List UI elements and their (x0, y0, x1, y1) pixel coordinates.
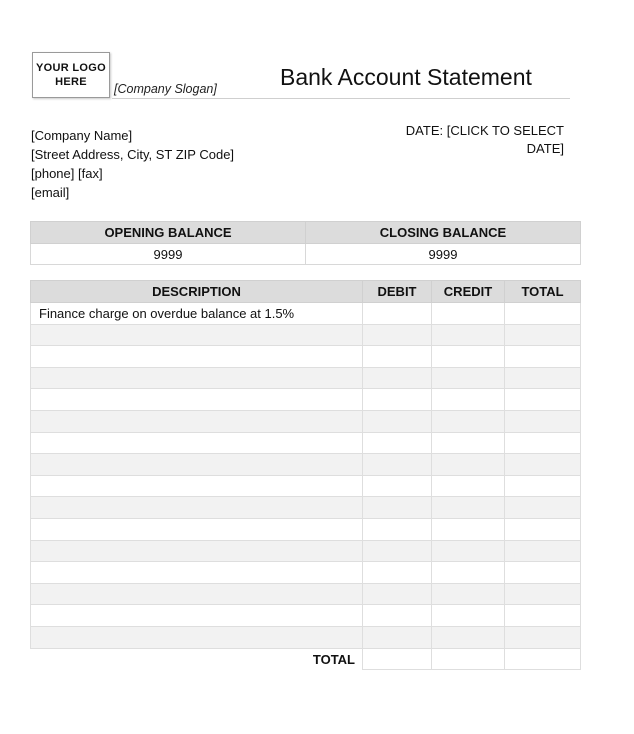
total-cell[interactable] (505, 605, 581, 627)
credit-header: CREDIT (432, 281, 505, 303)
credit-cell[interactable] (432, 454, 505, 476)
debit-cell[interactable] (363, 583, 432, 605)
total-cell[interactable] (505, 410, 581, 432)
credit-cell[interactable] (432, 626, 505, 648)
balance-table (30, 221, 581, 265)
total-cell[interactable] (505, 367, 581, 389)
total-label: TOTAL (31, 648, 363, 670)
page-title: Bank Account Statement (280, 64, 532, 90)
credit-cell[interactable] (432, 346, 505, 368)
credit-cell[interactable] (432, 389, 505, 411)
credit-cell[interactable] (432, 475, 505, 497)
credit-cell[interactable] (432, 324, 505, 346)
company-info (31, 126, 234, 202)
debit-header: DEBIT (363, 281, 432, 303)
total-cell[interactable] (505, 626, 581, 648)
credit-cell[interactable] (432, 432, 505, 454)
table-row (31, 432, 581, 454)
credit-cell[interactable] (432, 410, 505, 432)
opening-balance-value[interactable]: 9999 (31, 244, 306, 265)
closing-balance-header: CLOSING BALANCE (306, 222, 581, 244)
table-row (31, 605, 581, 627)
company-email[interactable]: [email] (31, 185, 70, 200)
table-row (31, 389, 581, 411)
table-row (31, 324, 581, 346)
opening-balance-header: OPENING BALANCE (31, 222, 306, 244)
total-cell[interactable] (505, 562, 581, 584)
credit-cell[interactable] (432, 605, 505, 627)
total-cell[interactable] (505, 475, 581, 497)
total-cell[interactable] (505, 518, 581, 540)
credit-cell[interactable] (432, 540, 505, 562)
table-row (31, 562, 581, 584)
description-cell[interactable] (31, 367, 363, 389)
debit-cell[interactable] (363, 432, 432, 454)
credit-cell[interactable] (432, 583, 505, 605)
totals-row (31, 648, 581, 670)
debit-cell[interactable] (363, 540, 432, 562)
table-row (31, 454, 581, 476)
table-row (31, 497, 581, 519)
total-cell[interactable] (505, 540, 581, 562)
debit-cell[interactable] (363, 454, 432, 476)
credit-cell[interactable] (432, 562, 505, 584)
debit-cell[interactable] (363, 497, 432, 519)
debit-cell[interactable] (363, 475, 432, 497)
description-cell[interactable] (31, 410, 363, 432)
date-line-1: DATE: [CLICK TO SELECT (405, 123, 564, 138)
description-cell[interactable] (31, 626, 363, 648)
total-credit-cell[interactable] (432, 648, 505, 670)
debit-cell[interactable] (363, 562, 432, 584)
table-row (31, 540, 581, 562)
debit-cell[interactable] (363, 303, 432, 325)
description-cell[interactable] (31, 454, 363, 476)
description-cell[interactable] (31, 540, 363, 562)
company-slogan[interactable]: [Company Slogan] (114, 82, 217, 96)
debit-cell[interactable] (363, 389, 432, 411)
credit-cell[interactable] (432, 518, 505, 540)
description-cell[interactable] (31, 389, 363, 411)
credit-cell[interactable] (432, 367, 505, 389)
table-row (31, 367, 581, 389)
debit-cell[interactable] (363, 346, 432, 368)
table-row (31, 410, 581, 432)
debit-cell[interactable] (363, 324, 432, 346)
date-field[interactable] (380, 122, 564, 157)
description-cell[interactable] (31, 346, 363, 368)
total-debit-cell[interactable] (363, 648, 432, 670)
total-cell[interactable] (505, 389, 581, 411)
total-cell[interactable] (505, 583, 581, 605)
debit-cell[interactable] (363, 410, 432, 432)
description-cell[interactable] (31, 432, 363, 454)
description-cell[interactable] (31, 562, 363, 584)
total-cell[interactable] (505, 454, 581, 476)
table-row (31, 518, 581, 540)
table-row (31, 583, 581, 605)
transactions-header-row (31, 281, 581, 303)
company-address[interactable]: [Street Address, City, ST ZIP Code] (31, 147, 235, 162)
logo-line-2: HERE (55, 76, 87, 88)
debit-cell[interactable] (363, 605, 432, 627)
date-line-2: DATE] (526, 140, 564, 156)
closing-balance-value[interactable]: 9999 (306, 244, 581, 265)
total-cell[interactable] (505, 303, 581, 325)
description-cell[interactable] (31, 475, 363, 497)
total-total-cell[interactable] (505, 648, 581, 670)
table-row (31, 475, 581, 497)
credit-cell[interactable] (432, 497, 505, 519)
description-cell[interactable] (31, 324, 363, 346)
description-header: DESCRIPTION (31, 281, 363, 303)
company-phone-fax[interactable]: [phone] [fax] (31, 166, 103, 181)
description-cell[interactable] (31, 605, 363, 627)
total-cell[interactable] (505, 432, 581, 454)
debit-cell[interactable] (363, 367, 432, 389)
logo-placeholder (32, 52, 110, 98)
total-cell[interactable] (505, 497, 581, 519)
company-name[interactable]: [Company Name] (31, 128, 133, 143)
table-row (31, 303, 581, 325)
table-row (31, 346, 581, 368)
title-divider (112, 98, 570, 99)
table-row (31, 626, 581, 648)
logo-line-1: YOUR LOGO (36, 62, 106, 74)
total-cell[interactable] (505, 324, 581, 346)
description-cell[interactable]: Finance charge on overdue balance at 1.5% (31, 303, 363, 325)
description-cell[interactable] (31, 497, 363, 519)
transactions-table (30, 280, 581, 670)
total-header: TOTAL (505, 281, 581, 303)
debit-cell[interactable] (363, 518, 432, 540)
debit-cell[interactable] (363, 626, 432, 648)
description-cell[interactable] (31, 583, 363, 605)
total-cell[interactable] (505, 346, 581, 368)
description-cell[interactable] (31, 518, 363, 540)
credit-cell[interactable] (432, 303, 505, 325)
